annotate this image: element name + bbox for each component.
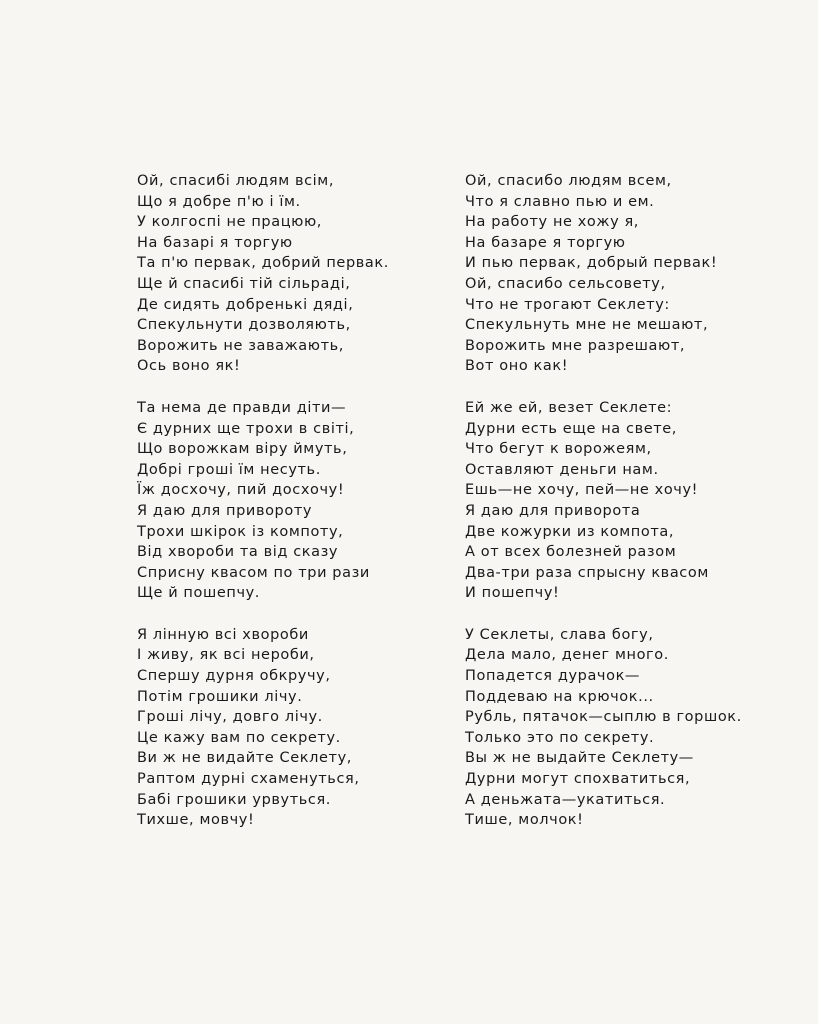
lyric-line: Что бегут к ворожеям, <box>465 441 652 458</box>
lyric-line: Тихше, мовчу! <box>137 812 255 829</box>
lyric-line: Трохи шкірок із компоту, <box>137 523 344 540</box>
lyric-line: Ой, спасибо людям всем, <box>465 173 672 189</box>
lyric-line: Что не трогают Секлету: <box>465 296 670 313</box>
lyric-line: Їж досхочу, пий досхочу! <box>137 482 345 499</box>
lyric-line: Що ворожкам віру ймуть, <box>137 441 348 458</box>
lyric-line: Ще й пошепчу. <box>137 585 260 602</box>
ukrainian-lyrics-column <box>137 171 427 852</box>
lyric-line: Ще й спасибі тій сільраді, <box>137 275 351 292</box>
stanza-1 <box>465 171 765 377</box>
lyric-line: Спекульнути дозволяють, <box>137 317 351 334</box>
lyric-line: И пошепчу! <box>465 585 560 602</box>
stanza-3 <box>137 625 427 831</box>
lyric-line: На базарі я торгую <box>137 234 293 251</box>
stanza-2 <box>137 398 427 604</box>
lyric-line: Я даю для привороту <box>137 502 313 519</box>
lyric-line: Ворожить мне разрешают, <box>465 337 686 354</box>
lyric-line: Попадется дурачок— <box>465 668 641 685</box>
lyric-line: Тише, молчок! <box>465 812 584 829</box>
lyric-line: Та п'ю первак, добрий первак. <box>137 255 389 272</box>
lyric-line: Поддеваю на крючок... <box>465 688 654 705</box>
lyric-line: Сприсну квасом по три рази <box>137 564 370 581</box>
lyric-line: Добрі гроші їм несуть. <box>137 461 321 478</box>
lyric-line: Гроші лічу, довго лічу. <box>137 709 323 726</box>
lyric-line: Рубль, пятачок—сыплю в горшок. <box>465 709 742 726</box>
lyric-line: Два-три раза спрысну квасом <box>465 564 709 581</box>
lyric-line: Только это по секрету. <box>465 729 655 746</box>
lyric-line: Бабі грошики урвуться. <box>137 791 331 808</box>
lyric-line: А от всех болезней разом <box>465 544 677 561</box>
lyric-line: Що я добре п'ю і їм. <box>137 193 301 210</box>
russian-lyrics-column <box>465 171 765 852</box>
lyric-line: Ворожить не заважають, <box>137 337 344 354</box>
lyric-line: Ей же ей, везет Секлете: <box>465 399 673 416</box>
lyric-line: Раптом дурні схаменуться, <box>137 771 360 788</box>
lyric-line: Ось воно як! <box>137 358 241 375</box>
lyric-line: Я лінную всі хвороби <box>137 626 309 643</box>
lyric-line: Оставляют деньги нам. <box>465 461 659 478</box>
lyric-line: Та нема де правди діти— <box>137 399 347 416</box>
lyric-line: Від хвороби та від сказу <box>137 544 339 561</box>
lyric-line: Спекульнуть мне не мешают, <box>465 317 709 334</box>
stanza-2 <box>465 398 765 604</box>
lyric-line: Це кажу вам по секрету. <box>137 729 341 746</box>
lyric-line: Дурни могут спохватиться, <box>465 771 691 788</box>
lyric-line: Де сидять добренькі дяді, <box>137 296 354 313</box>
lyric-line: І живу, як всі нероби, <box>137 647 315 664</box>
stanza-1 <box>137 171 427 377</box>
lyric-line: На работу не хожу я, <box>465 214 639 231</box>
lyric-line: Дурни есть еще на свете, <box>465 420 678 437</box>
lyric-line: Дела мало, денег много. <box>465 647 669 664</box>
lyric-line: А деньжата—укатиться. <box>465 791 666 808</box>
stanza-3 <box>465 625 765 831</box>
lyric-line: Я даю для приворота <box>465 502 641 519</box>
lyric-line: Потім грошики лічу. <box>137 688 303 705</box>
lyric-line: Ой, спасибі людям всім, <box>137 173 335 189</box>
lyric-line: Две кожурки из компота, <box>465 523 675 540</box>
lyric-line: Є дурних ще трохи в світі, <box>137 420 355 437</box>
lyric-line: Вот оно как! <box>465 358 569 375</box>
lyric-line: И пью первак, добрый первак! <box>465 255 718 272</box>
lyric-line: Спершу дурня обкручу, <box>137 668 331 685</box>
lyric-line: Ви ж не видайте Секлету, <box>137 750 352 767</box>
lyric-line: На базаре я торгую <box>465 234 626 251</box>
lyric-line: Ешь—не хочу, пей—не хочу! <box>465 482 699 499</box>
lyric-line: Ой, спасибо сельсовету, <box>465 275 666 292</box>
lyric-line: У колгоспі не працюю, <box>137 214 322 231</box>
lyric-line: Что я славно пью и ем. <box>465 193 655 210</box>
lyric-line: Вы ж не выдайте Секлету— <box>465 750 694 767</box>
lyric-line: У Секлеты, слава богу, <box>465 626 654 643</box>
